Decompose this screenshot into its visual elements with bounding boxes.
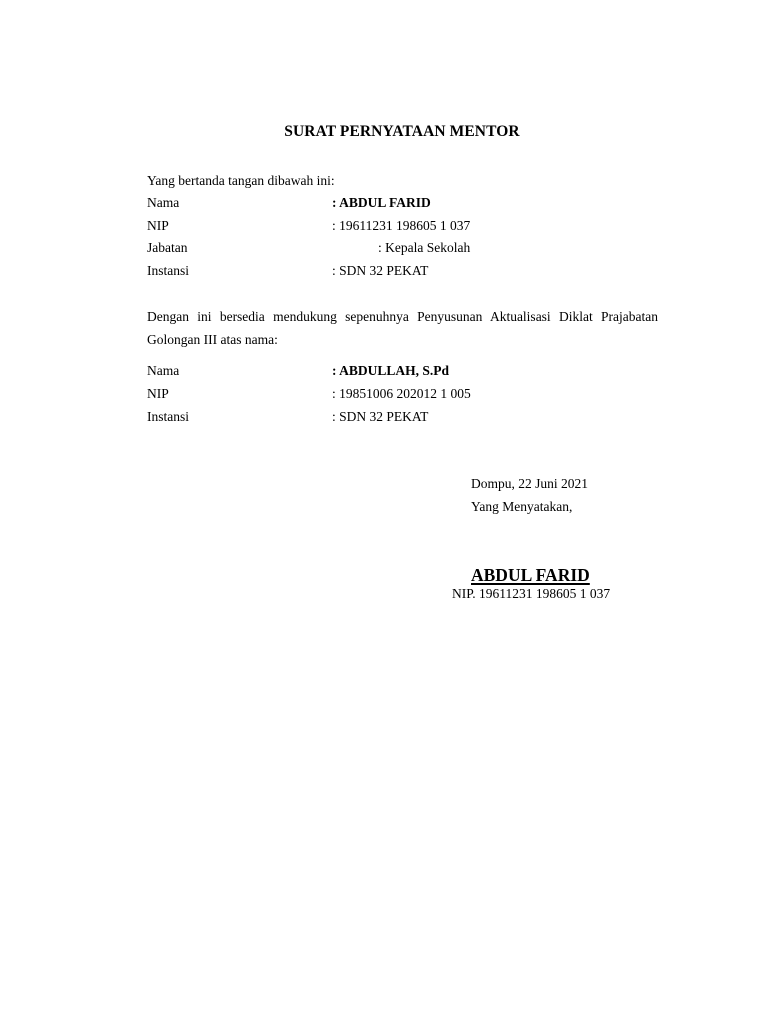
mentor-nama-label: Nama bbox=[147, 195, 180, 210]
participant-nama-value: : ABDULLAH, S.Pd bbox=[332, 363, 450, 378]
mentor-nama-value: : ABDUL FARID bbox=[332, 195, 431, 210]
intro-text: Yang bertanda tangan dibawah ini: bbox=[147, 173, 335, 188]
signatory-name: ABDUL FARID bbox=[471, 565, 590, 585]
statement-paragraph: Dengan ini bersedia mendukung sepenuhnya Penyusunan Aktualisasi Diklat Prajabatan Golongan III atas nama: bbox=[147, 309, 658, 347]
participant-instansi-value: : SDN 32 PEKAT bbox=[332, 409, 429, 424]
signatory-nip: NIP. 19611231 198605 1 037 bbox=[452, 586, 611, 601]
closing-text: Yang Menyatakan, bbox=[471, 499, 573, 514]
mentor-nip-label: NIP bbox=[147, 218, 169, 233]
mentor-instansi-label: Instansi bbox=[147, 263, 189, 278]
mentor-jabatan-label: Jabatan bbox=[147, 240, 188, 255]
mentor-jabatan-value: : Kepala Sekolah bbox=[378, 240, 471, 255]
document-title: SURAT PERNYATAAN MENTOR bbox=[284, 123, 520, 140]
participant-instansi-label: Instansi bbox=[147, 409, 189, 424]
participant-nip-value: : 19851006 202012 1 005 bbox=[332, 386, 471, 401]
mentor-instansi-value: : SDN 32 PEKAT bbox=[332, 263, 429, 278]
place-date: Dompu, 22 Juni 2021 bbox=[471, 476, 589, 491]
participant-nama-label: Nama bbox=[147, 363, 180, 378]
mentor-nip-value: : 19611231 198605 1 037 bbox=[332, 218, 471, 233]
participant-nip-label: NIP bbox=[147, 386, 169, 401]
